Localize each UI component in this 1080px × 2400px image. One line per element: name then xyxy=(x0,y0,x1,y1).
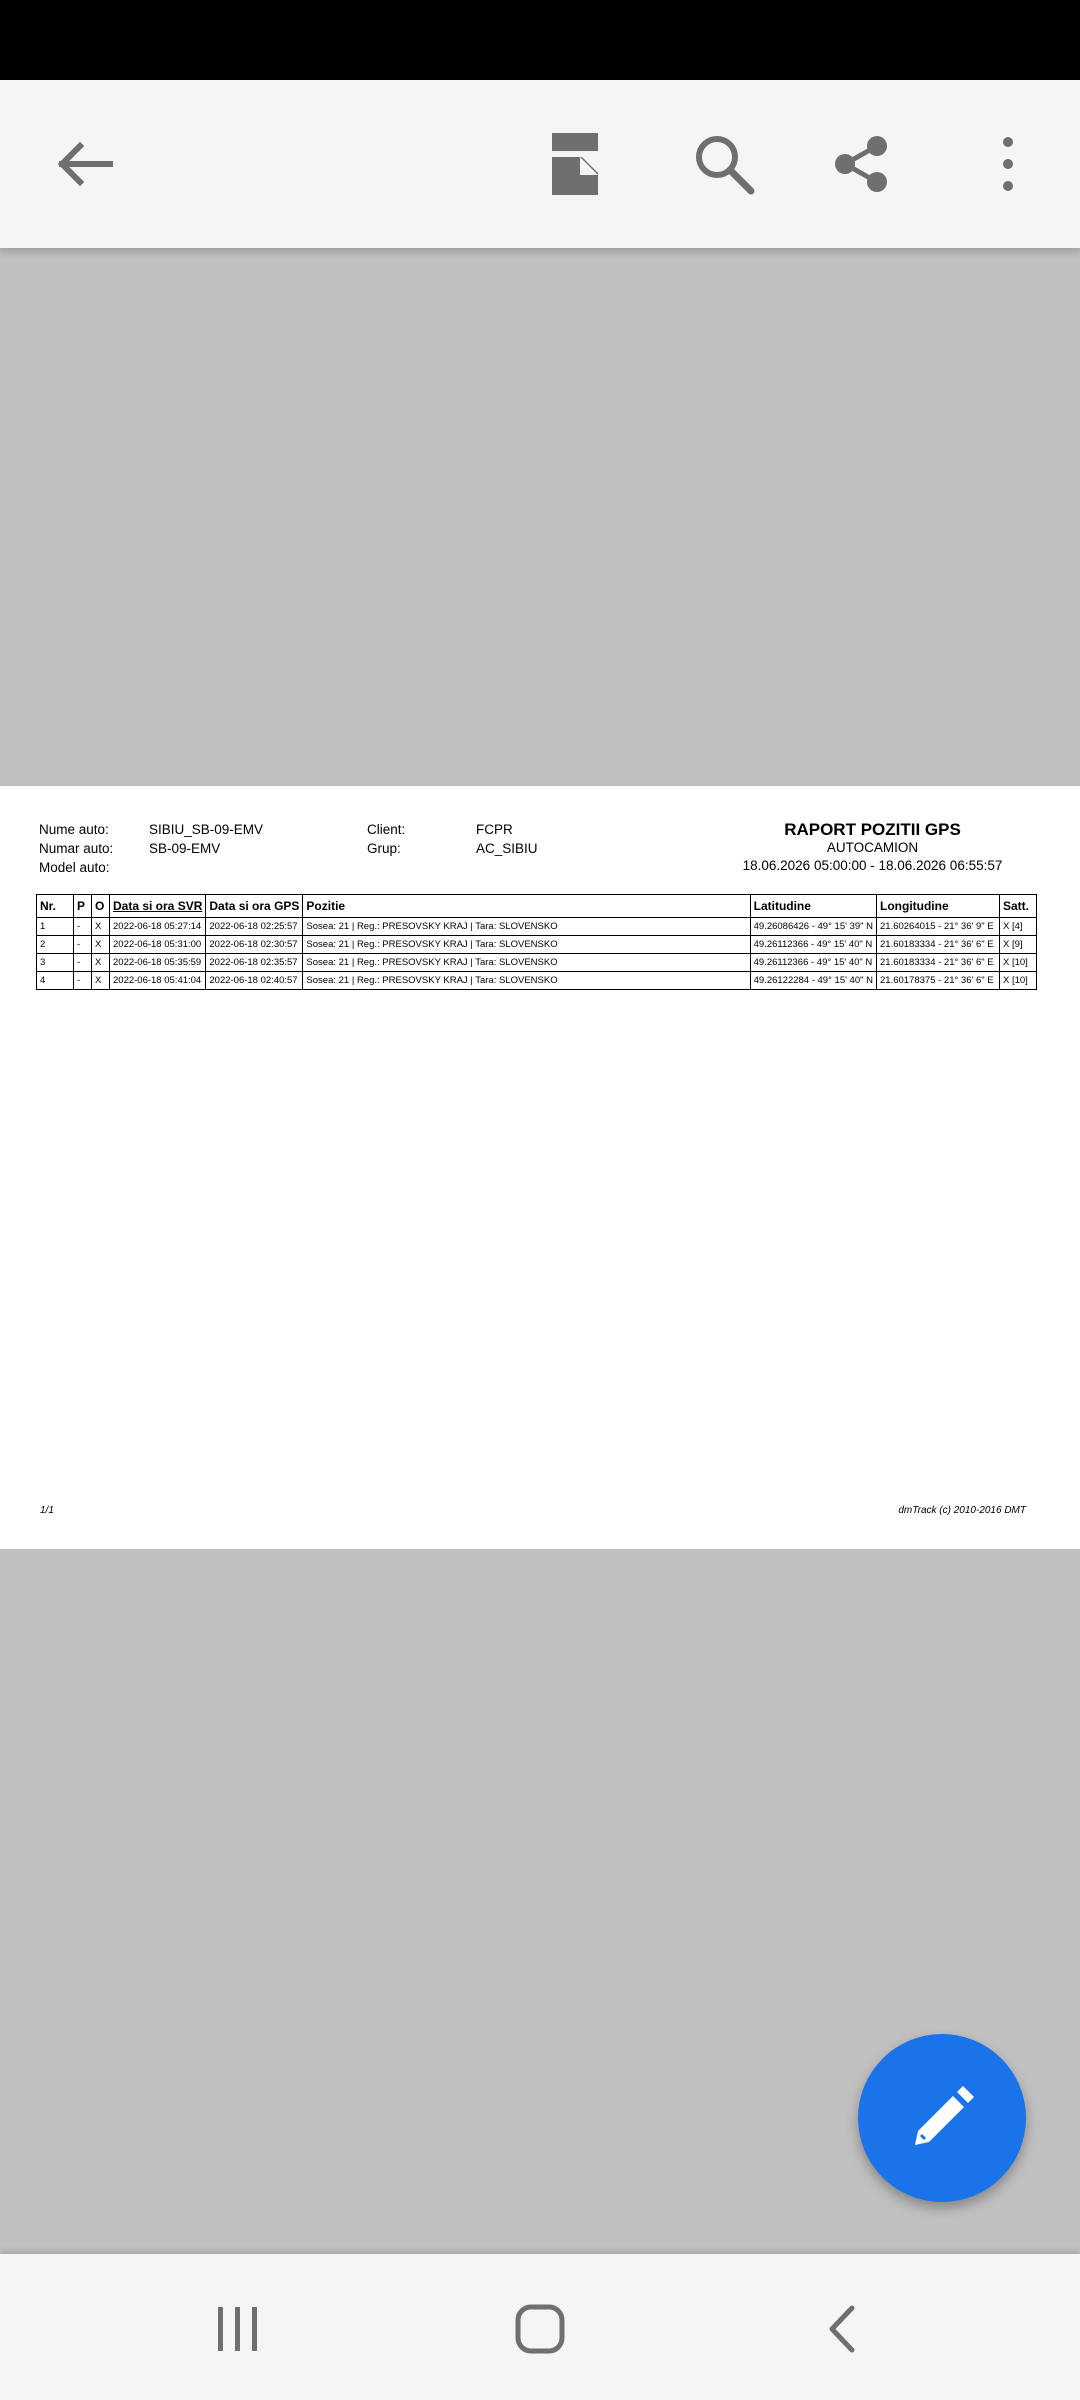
arrow-left-icon xyxy=(54,140,114,188)
cell-nr: 2 xyxy=(37,936,74,954)
cell-satt: X [10] xyxy=(1000,972,1037,990)
document-view-icon xyxy=(550,131,602,197)
cell-data-gps: 2022-06-18 02:25:57 xyxy=(206,918,303,936)
search-button[interactable] xyxy=(684,124,764,204)
header-data-svr: Data si ora SVR xyxy=(110,895,206,918)
cell-longitudine: 21.60178375 - 21° 36' 6" E xyxy=(877,972,1000,990)
table-row xyxy=(37,936,1037,954)
header-nr: Nr. xyxy=(37,895,74,918)
cell-longitudine: 21.60183334 - 21° 36' 6" E xyxy=(877,954,1000,972)
status-bar xyxy=(0,0,1080,80)
cell-satt: X [4] xyxy=(1000,918,1037,936)
cell-data-gps: 2022-06-18 02:30:57 xyxy=(206,936,303,954)
table-row xyxy=(37,972,1037,990)
table-header-row xyxy=(37,895,1037,918)
cell-o: X xyxy=(92,972,110,990)
header-pozitie: Pozitie xyxy=(303,895,750,918)
share-button[interactable] xyxy=(821,124,901,204)
report-period: 18.06.2026 05:00:00 - 18.06.2026 06:55:57 xyxy=(742,858,1003,873)
system-back-button[interactable] xyxy=(802,2294,882,2364)
cell-longitudine: 21.60183334 - 21° 36' 6" E xyxy=(877,936,1000,954)
recent-apps-icon xyxy=(216,2305,260,2353)
header-data-gps: Data si ora GPS xyxy=(206,895,303,918)
header-o: O xyxy=(92,895,110,918)
cell-data-gps: 2022-06-18 02:35:57 xyxy=(206,954,303,972)
cell-latitudine: 49.26112366 - 49° 15' 40" N xyxy=(750,936,876,954)
cell-o: X xyxy=(92,918,110,936)
numar-auto-value: SB-09-EMV xyxy=(149,841,221,856)
cell-latitudine: 49.26112366 - 49° 15' 40" N xyxy=(750,954,876,972)
cell-data-svr: 2022-06-18 05:27:14 xyxy=(110,918,206,936)
page-number: 1/1 xyxy=(40,1505,54,1516)
cell-data-svr: 2022-06-18 05:31:00 xyxy=(110,936,206,954)
more-vert-icon xyxy=(998,136,1018,192)
more-options-button[interactable] xyxy=(968,124,1048,204)
cell-pozitie: Sosea: 21 | Reg.: PRESOVSKY KRAJ | Tara: SLOVENSKO xyxy=(303,936,750,954)
cell-p: - xyxy=(74,972,92,990)
gps-positions-table xyxy=(36,894,1037,990)
cell-pozitie: Sosea: 21 | Reg.: PRESOVSKY KRAJ | Tara: SLOVENSKO xyxy=(303,918,750,936)
edit-fab-button[interactable] xyxy=(858,2034,1026,2202)
client-label: Client: xyxy=(367,822,406,837)
cell-pozitie: Sosea: 21 | Reg.: PRESOVSKY KRAJ | Tara: SLOVENSKO xyxy=(303,972,750,990)
nume-auto-value: SIBIU_SB-09-EMV xyxy=(149,822,264,837)
cell-satt: X [10] xyxy=(1000,954,1037,972)
header-longitudine: Longitudine xyxy=(877,895,1000,918)
nume-auto-label: Nume auto: xyxy=(39,822,109,837)
pdf-page xyxy=(0,786,1080,1549)
cell-latitudine: 49.26086426 - 49° 15' 39" N xyxy=(750,918,876,936)
client-value: FCPR xyxy=(476,822,513,837)
home-button[interactable] xyxy=(500,2294,580,2364)
cell-nr: 3 xyxy=(37,954,74,972)
cell-data-gps: 2022-06-18 02:40:57 xyxy=(206,972,303,990)
footer-brand: dmTrack (c) 2010-2016 DMT xyxy=(898,1505,1026,1516)
cell-nr: 4 xyxy=(37,972,74,990)
cell-satt: X [9] xyxy=(1000,936,1037,954)
cell-p: - xyxy=(74,936,92,954)
share-icon xyxy=(831,134,891,194)
cell-data-svr: 2022-06-18 05:35:59 xyxy=(110,954,206,972)
report-subtitle: AUTOCAMION xyxy=(826,840,919,855)
table-row xyxy=(37,954,1037,972)
cell-p: - xyxy=(74,954,92,972)
cell-p: - xyxy=(74,918,92,936)
cell-o: X xyxy=(92,954,110,972)
grup-label: Grup: xyxy=(367,841,401,856)
model-auto-label: Model auto: xyxy=(39,860,110,875)
cell-o: X xyxy=(92,936,110,954)
header-p: P xyxy=(74,895,92,918)
app-toolbar xyxy=(0,80,1080,248)
system-navigation-bar xyxy=(0,2254,1080,2400)
cell-pozitie: Sosea: 21 | Reg.: PRESOVSKY KRAJ | Tara: SLOVENSKO xyxy=(303,954,750,972)
pencil-icon xyxy=(909,2085,975,2151)
cell-nr: 1 xyxy=(37,918,74,936)
recent-apps-button[interactable] xyxy=(198,2294,278,2364)
header-latitudine: Latitudine xyxy=(750,895,876,918)
search-icon xyxy=(693,133,755,195)
table-row xyxy=(37,918,1037,936)
numar-auto-label: Numar auto: xyxy=(39,841,114,856)
cell-data-svr: 2022-06-18 05:41:04 xyxy=(110,972,206,990)
report-title: RAPORT POZITII GPS xyxy=(784,820,961,839)
grup-value: AC_SIBIU xyxy=(476,841,538,856)
reading-mode-button[interactable] xyxy=(536,124,616,204)
header-satt: Satt. xyxy=(1000,895,1037,918)
back-button[interactable] xyxy=(44,124,124,204)
back-chevron-icon xyxy=(826,2304,858,2354)
cell-latitudine: 49.26122284 - 49° 15' 40" N xyxy=(750,972,876,990)
home-icon xyxy=(514,2303,566,2355)
cell-longitudine: 21.60264015 - 21° 36' 9" E xyxy=(877,918,1000,936)
